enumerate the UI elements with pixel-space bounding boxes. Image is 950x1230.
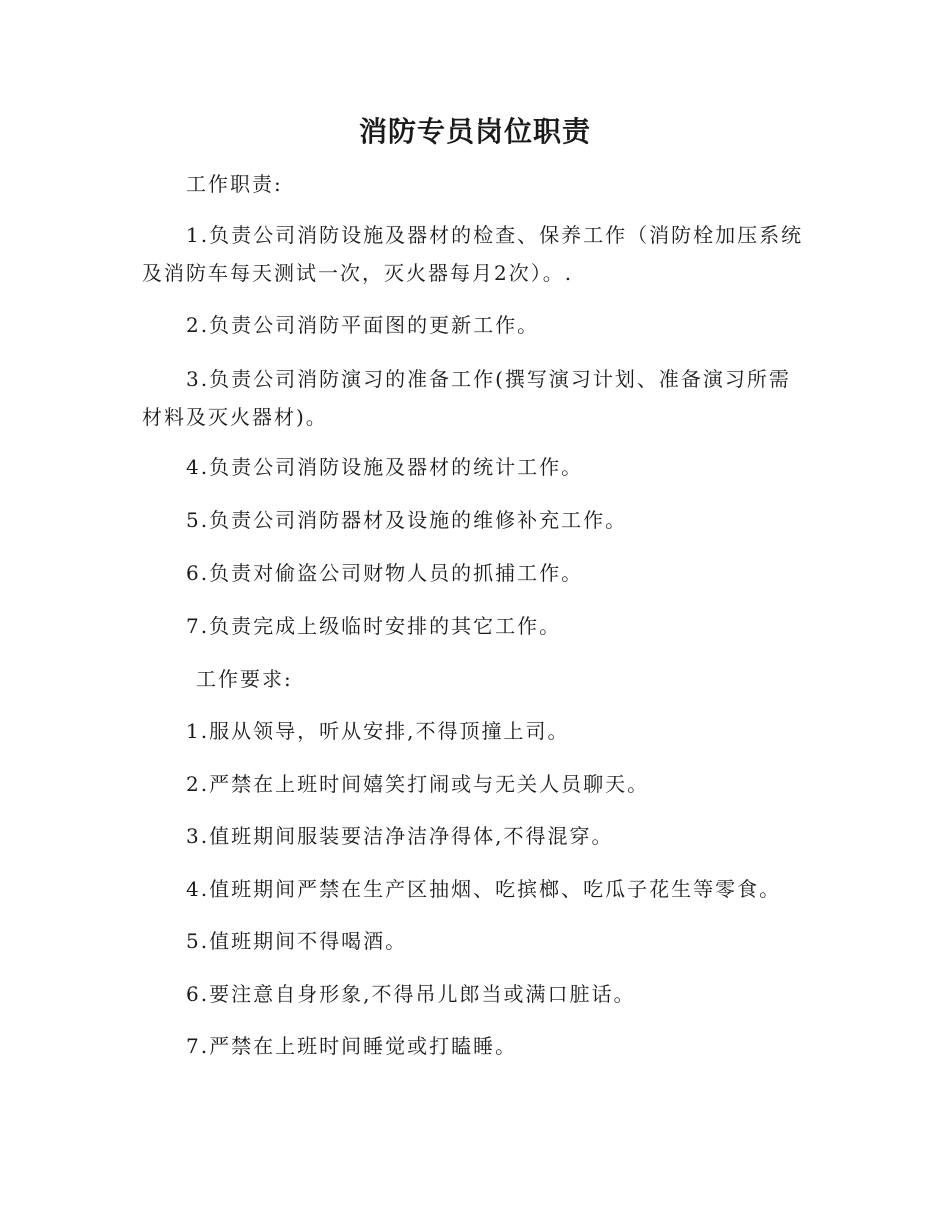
duty-item-7: 7.负责完成上级临时安排的其它工作。 [186,614,562,638]
duties-heading: 工作职责: [186,172,283,196]
duty-item-1: 1.负责公司消防设施及器材的检查、保养工作（消防栓加压系统及消防车每天测试一次，灭火器每月2次）。. [142,223,804,285]
document-title: 消防专员岗位职责 [358,115,591,148]
duty-item-3: 3.负责公司消防演习的准备工作(撰写演习计划、准备演习所需材料及灭火器材)。 [142,367,791,429]
requirement-item-6: 6.要注意自身形象,不得吊儿郎当或满口脏话。 [186,982,636,1006]
duty-item-5: 5.负责公司消防器材及设施的维修补充工作。 [186,508,628,532]
requirement-item-5: 5.值班期间不得喝酒。 [186,929,408,953]
requirement-item-1: 1.服从领导，听从安排,不得顶撞上司。 [186,719,570,743]
requirement-item-4: 4.值班期间严禁在生产区抽烟、吃摈榔、吃瓜子花生等零食。 [186,877,782,901]
requirement-item-2: 2.严禁在上班时间嬉笑打闹或与无关人员聊天。 [186,772,650,796]
requirements-heading: 工作要求: [196,667,293,691]
duty-item-6: 6.负责对偷盗公司财物人员的抓捕工作。 [186,561,584,585]
requirement-item-3: 3.值班期间服装要洁净洁净得体,不得混穿。 [186,824,614,848]
duty-item-4: 4.负责公司消防设施及器材的统计工作。 [186,455,584,479]
requirement-item-7: 7.严禁在上班时间睡觉或打瞌睡。 [186,1034,518,1058]
duty-item-2: 2.负责公司消防平面图的更新工作。 [186,313,540,337]
